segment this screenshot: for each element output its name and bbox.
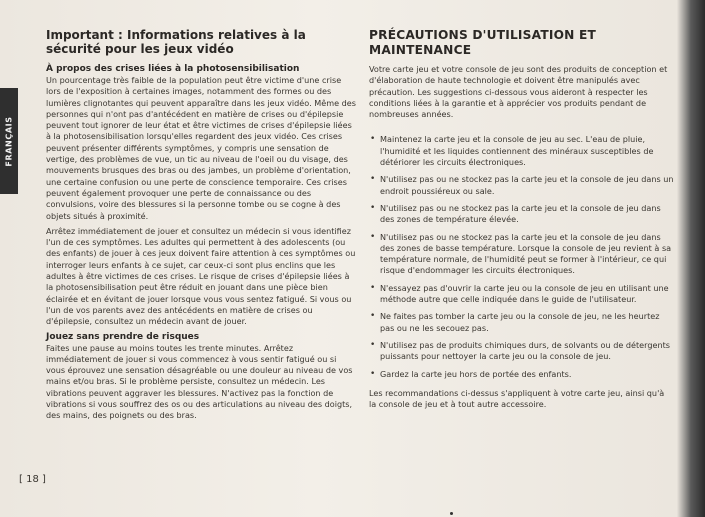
bullet-icon: • [370, 282, 376, 293]
list-item: • N'utilisez pas ou ne stockez pas la carte jeu et la console de jeu dans un endroit poussiéreux ou sale. [370, 174, 674, 196]
list-item: • Gardez la carte jeu hors de portée des enfants. [370, 368, 572, 379]
photosensitivity-paragraph-2: Arrêtez immédiatement de jouer et consultez un médecin si vous identifiez l'un de ces symptômes. Les adultes qui permettent à des adolescents (ou des enfants) de jouer à ces jeux doivent faire attention à ces symptômes ou interroger leurs enfants à ce sujet, car ceux-ci sont plus enclins que les adultes à être victimes de ces crises. Le risque de crises d'épilepsie liées à la photosensibilisation peut être réduit en jouant dans une pièce bien éclairée et en évitant de jouer lorsque vous vous sentez fatigué. Si vous ou l'un de vos parents avez des antécédents en matière de crises ou d'épilepsie, consultez un médecin avant de jouer. [46, 225, 356, 327]
bullet-icon: • [370, 231, 376, 242]
precautions-list [369, 134, 674, 379]
photosensitivity-heading: À propos des crises liées à la photosensibilisation [46, 64, 300, 74]
language-tab [0, 88, 18, 194]
page-dot [450, 512, 453, 515]
list-item: • Maintenez la carte jeu et la console de jeu au sec. L'eau de pluie, l'humidité et les liquides contiennent des minéraux susceptibles de détériorer les circuits électroniques. [370, 134, 654, 168]
right-column [369, 28, 674, 410]
left-column [46, 28, 358, 422]
bullet-icon: • [370, 339, 376, 350]
page-number: [ 18 ] [19, 474, 46, 485]
bullet-icon: • [370, 174, 376, 185]
play-safely-paragraph: Faites une pause au moins toutes les trente minutes. Arrêtez immédiatement de jouer si vous commencez à vous sentir fatigué ou si vous éprouvez une sensation désagréable ou une douleur au niveau de vos mains et/ou bras. Si le problème persiste, consultez un médecin. Les vibrations peuvent aggraver les blessures. N'activez pas la fonction de vibrations si vous souffrez des os ou des articulations au niveau des doigts, des mains, des poignets ou des bras. [46, 342, 353, 421]
photosensitivity-paragraph-1: Un pourcentage très faible de la population peut être victime d'une crise lors de l'exposition à certaines images, notamment des formes ou des lumières clignotantes qui peuvent apparaître dans les jeux vidéo. Même des personnes qui n'ont pas d'antécédent en matière de crises ou d'épilepsie peuvent tout ignorer de leur état et être victimes de crises d'épilepsie liées à la photosensibilisation lorsqu'elles regardent des jeux vidéo. Ces crises peuvent présenter différents symptômes, y compris une sensation de vertige, des problèmes de vue, un tic au niveau de l'oeil ou du visage, des mouvements brusques des bras ou des jambes, un problème d'orientation, une certaine confusion ou une perte de conscience temporaire. Ces crises peuvent également provoquer une perte de connaissance ou des convulsions, voire des blessures si la personne tombe ou se cogne à des objets situés à proximité. [46, 75, 356, 221]
language-tab-label: FRANÇAIS [4, 115, 14, 167]
precautions-title: PRÉCAUTIONS D'UTILISATION ET MAINTENANCE [369, 28, 597, 57]
play-safely-heading: Jouez sans prendre de risques [46, 331, 200, 342]
safety-title: Important : Informations relatives à la sécurité pour les jeux vidéo [46, 28, 306, 56]
list-item: • N'utilisez pas ou ne stockez pas la carte jeu et la console de jeu dans des zones de température élevée. [370, 202, 661, 225]
bullet-icon: • [370, 134, 376, 145]
list-item: • N'utilisez pas ou ne stockez pas la carte jeu et la console de jeu dans des zones de basse température. Lorsque la console de jeu revient à sa température normale, de l'humidité peut se former à l'intérieur, ce qui risque d'endommager les circuits électroniques. [370, 231, 672, 276]
bullet-icon: • [370, 311, 376, 322]
list-item: • N'utilisez pas de produits chimiques durs, de solvants ou de détergents puissants pour nettoyer la carte jeu ou la console de jeu. [370, 339, 670, 362]
list-item: • N'essayez pas d'ouvrir la carte jeu ou la console de jeu en utilisant une méthode autre que celle indiquée dans le guide de l'utilisateur. [370, 282, 669, 305]
precautions-intro: Votre carte jeu et votre console de jeu sont des produits de conception et d'élaboration de haute technologie et doivent être manipulés avec précaution. Les suggestions ci-dessous vous aideront à respecter les conditions liées à la garantie et à apprécier vos produits pendant de nombreuses années. [369, 64, 668, 120]
list-item: • Ne faites pas tomber la carte jeu ou la console de jeu, ne les heurtez pas ou ne les secouez pas. [370, 311, 660, 333]
bullet-icon: • [370, 368, 376, 379]
precautions-closing: Les recommandations ci-dessus s'appliquent à votre carte jeu, ainsi qu'à la console de jeu et à tout autre accessoire. [369, 387, 665, 410]
bullet-icon: • [370, 202, 376, 213]
